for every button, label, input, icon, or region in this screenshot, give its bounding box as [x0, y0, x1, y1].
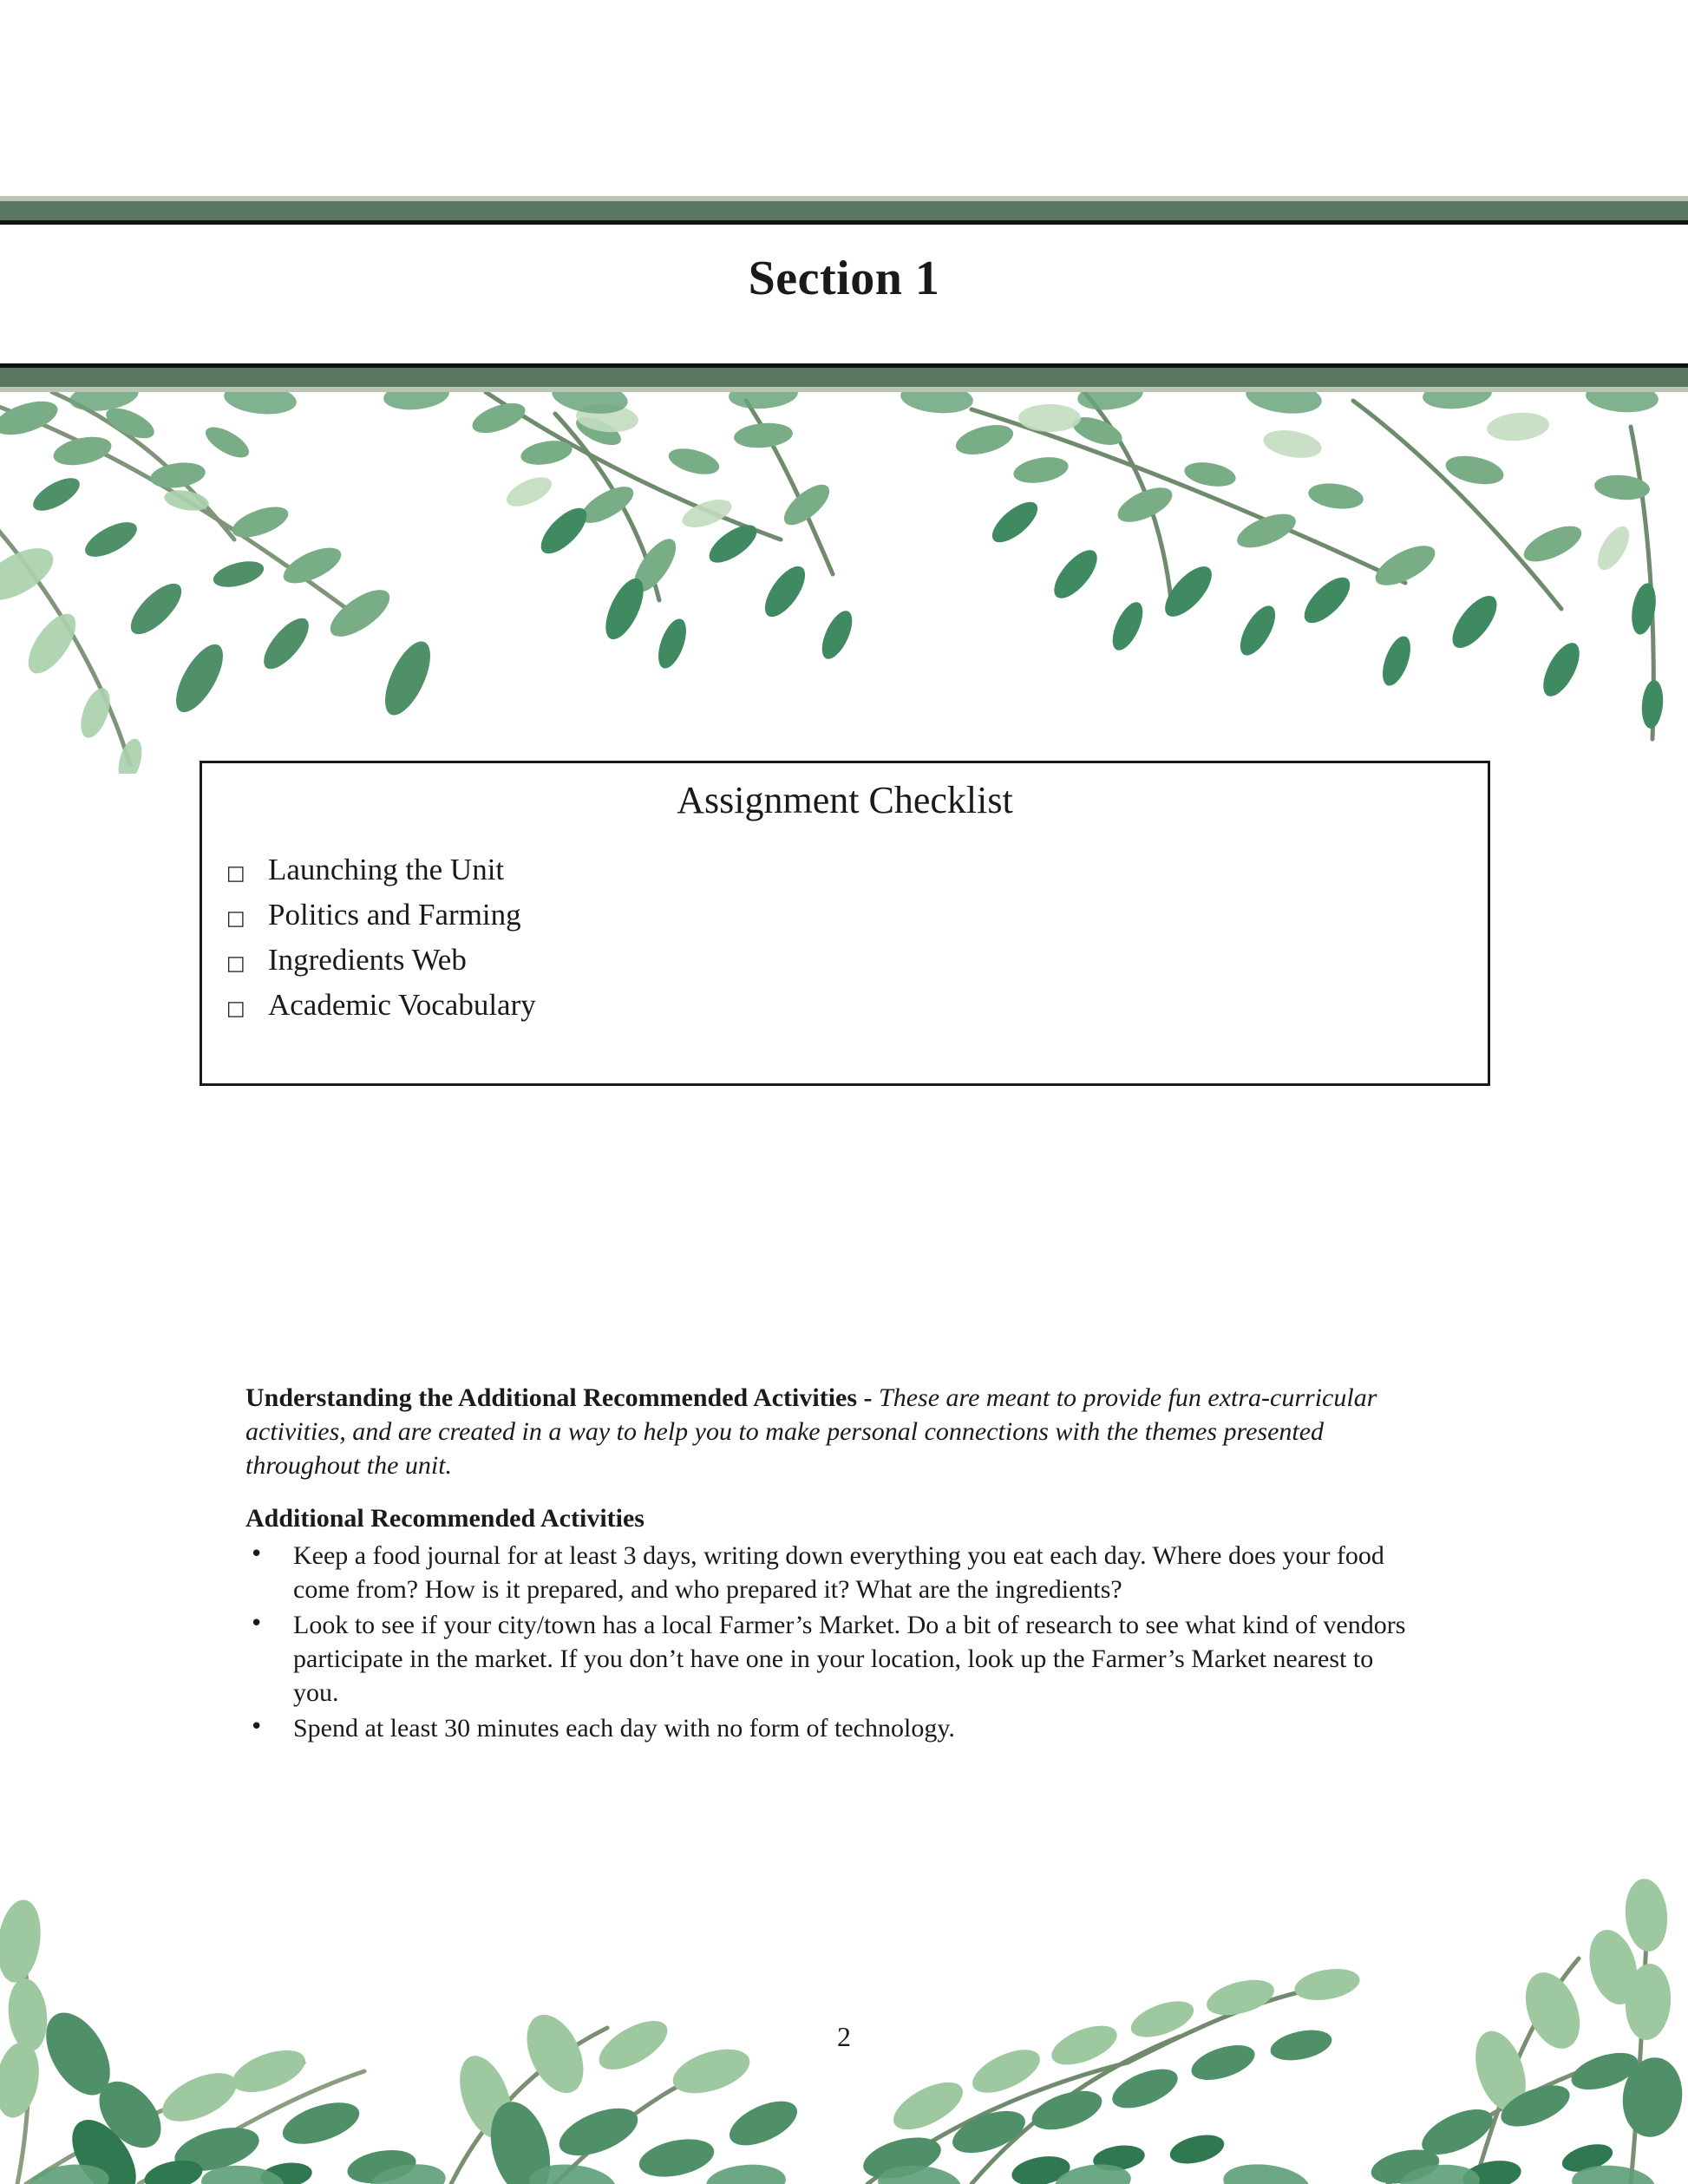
foliage-border-bottom-decoration [0, 1811, 1688, 2184]
page-title: Section 1 [748, 252, 940, 305]
bullet-icon: • [250, 1541, 264, 1567]
checkbox-icon[interactable]: □ [226, 997, 245, 1020]
header-band-light-line-bottom [0, 387, 1688, 392]
activities-list [245, 1539, 1418, 1745]
header-band-green-bottom [0, 368, 1688, 387]
assignment-checklist-box [200, 761, 1490, 1086]
checklist-item[interactable] [226, 987, 1479, 1032]
checkbox-icon[interactable]: □ [226, 862, 245, 885]
list-item [245, 1711, 1418, 1745]
intro-paragraph [245, 1381, 1418, 1482]
checkbox-icon[interactable]: □ [226, 952, 245, 975]
header-band-black-rule-top [0, 220, 1688, 225]
header-band-green-top [0, 201, 1688, 220]
activities-heading: Additional Recommended Activities [245, 1504, 644, 1533]
checklist-items [226, 852, 1479, 1032]
list-item-text: Look to see if your city/town has a local Farmer’s Market. Do a bit of research to see what kind of vendors participate in the market. If you don’t have one in your location, look up the Farmer’s Market nearest to you. [293, 1611, 1406, 1707]
bullet-icon: • [250, 1714, 264, 1740]
checklist-item-label: Ingredients Web [268, 943, 467, 977]
bullet-icon: • [250, 1611, 264, 1637]
list-item [245, 1608, 1418, 1710]
checkbox-icon[interactable]: □ [226, 907, 245, 930]
checklist-item[interactable] [226, 897, 1479, 942]
checklist-item-label: Academic Vocabulary [268, 988, 536, 1022]
checklist-title: Assignment Checklist [677, 779, 1013, 821]
intro-lead-text: Understanding the Additional Recommended Activities - [245, 1383, 880, 1412]
page-number: 2 [837, 2021, 851, 2052]
list-item [245, 1539, 1418, 1606]
foliage-border-top-decoration [0, 392, 1688, 774]
intro-italic-text: These are meant to provide fun extra-curricular activities, and are created in a way to help you to make personal connections with the themes presented throughout the unit. [245, 1383, 1377, 1480]
checklist-item[interactable] [226, 852, 1479, 897]
list-item-text: Spend at least 30 minutes each day with no form of technology. [293, 1714, 955, 1743]
checklist-item-label: Politics and Farming [268, 898, 521, 932]
body-content [245, 1381, 1418, 1747]
list-item-text: Keep a food journal for at least 3 days, writing down everything you eat each day. Where does your food come from? How is it prepared, and who prepared it? What are the ingredients? [293, 1541, 1384, 1604]
checklist-item-label: Launching the Unit [268, 853, 505, 886]
checklist-item[interactable] [226, 942, 1479, 987]
